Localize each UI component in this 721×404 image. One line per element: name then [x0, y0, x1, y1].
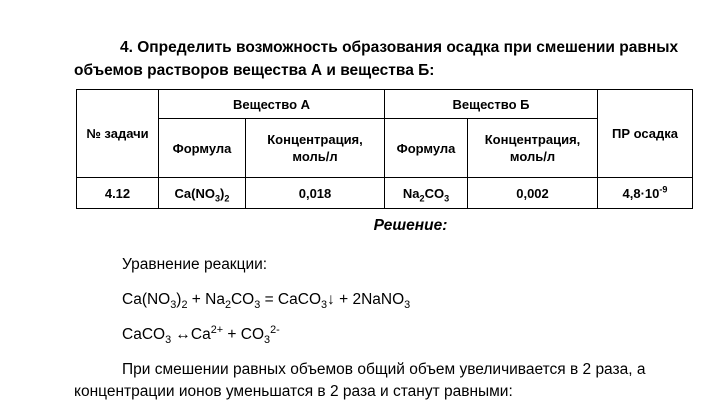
eq-part: ↓ + 2NaNO: [327, 291, 405, 308]
explanation-text: При смешении равных объемов общий объем увеличивается в 2 раза, а концентрации ионов уменьшатся в 2 раза и станут равными:: [74, 361, 646, 400]
eq-part: Ca(NO: [122, 291, 171, 308]
eq-subscript: 3: [170, 299, 177, 312]
formula-subscript: 3: [214, 193, 221, 204]
eq-subscript: 2: [224, 299, 231, 312]
table-row: [77, 178, 693, 209]
formula-part: Na: [402, 185, 420, 201]
eq-subscript: 3: [404, 299, 411, 312]
header-formula-b: Формула: [385, 119, 468, 178]
eq-subscript: 2: [181, 299, 188, 312]
formula-subscript: 2: [224, 193, 230, 204]
header-formula-a: Формула: [159, 119, 246, 178]
task-statement-line-1: 4. Определить возможность образования осадка при смешении равных: [120, 39, 679, 56]
cell-concentration-a: 0,018: [246, 178, 385, 209]
cell-formula-a: [159, 178, 246, 209]
cell-concentration-b: 0,002: [468, 178, 598, 209]
reaction-equation: [122, 289, 410, 311]
eq-part: ): [176, 291, 182, 308]
formula-part: Ca(NO: [174, 185, 215, 201]
cell-task-no: 4.12: [77, 178, 159, 209]
cell-formula-b: [385, 178, 468, 209]
formula-part: ): [220, 185, 225, 201]
eq-superscript: 2-: [270, 323, 280, 336]
eq-subscript: 3: [321, 299, 328, 312]
task-statement: [74, 36, 704, 82]
task-data-table: [76, 89, 693, 209]
eq-subscript: 3: [264, 334, 271, 347]
reaction-label: Уравнение реакции:: [122, 256, 268, 273]
eq-part: CaCO: [122, 326, 166, 343]
header-concentration-a: Концентрация, моль/л: [246, 119, 385, 178]
eq-part: = CaCO: [260, 291, 321, 308]
eq-part: + Na: [187, 291, 225, 308]
header-substance-a: Вещество А: [159, 90, 385, 119]
header-concentration-b: Концентрация, моль/л: [468, 119, 598, 178]
formula-part: CO: [424, 185, 445, 201]
eq-subscript: 3: [254, 299, 261, 312]
dissociation-equation: [122, 324, 280, 346]
formula-subscript: 2: [419, 193, 425, 204]
task-statement-line-2: объемов растворов вещества А и вещества Б:: [74, 62, 435, 79]
solution-heading: Решение:: [373, 217, 448, 234]
explanation-paragraph: [74, 359, 704, 403]
eq-part: + CO: [223, 326, 265, 343]
eq-superscript: 2+: [210, 323, 224, 336]
ksp-mantissa: 4,8·10: [622, 185, 660, 201]
cell-ksp: [598, 178, 693, 209]
header-substance-b: Вещество Б: [385, 90, 598, 119]
header-task-no: № задачи: [77, 90, 159, 178]
eq-part: CO: [230, 291, 255, 308]
eq-subscript: 3: [165, 334, 172, 347]
ksp-exponent: -9: [659, 184, 668, 195]
table-header-row: [77, 90, 693, 119]
eq-part: ↔Ca: [171, 326, 211, 343]
header-ksp: ПР осадка: [598, 90, 693, 178]
formula-subscript: 3: [444, 193, 450, 204]
